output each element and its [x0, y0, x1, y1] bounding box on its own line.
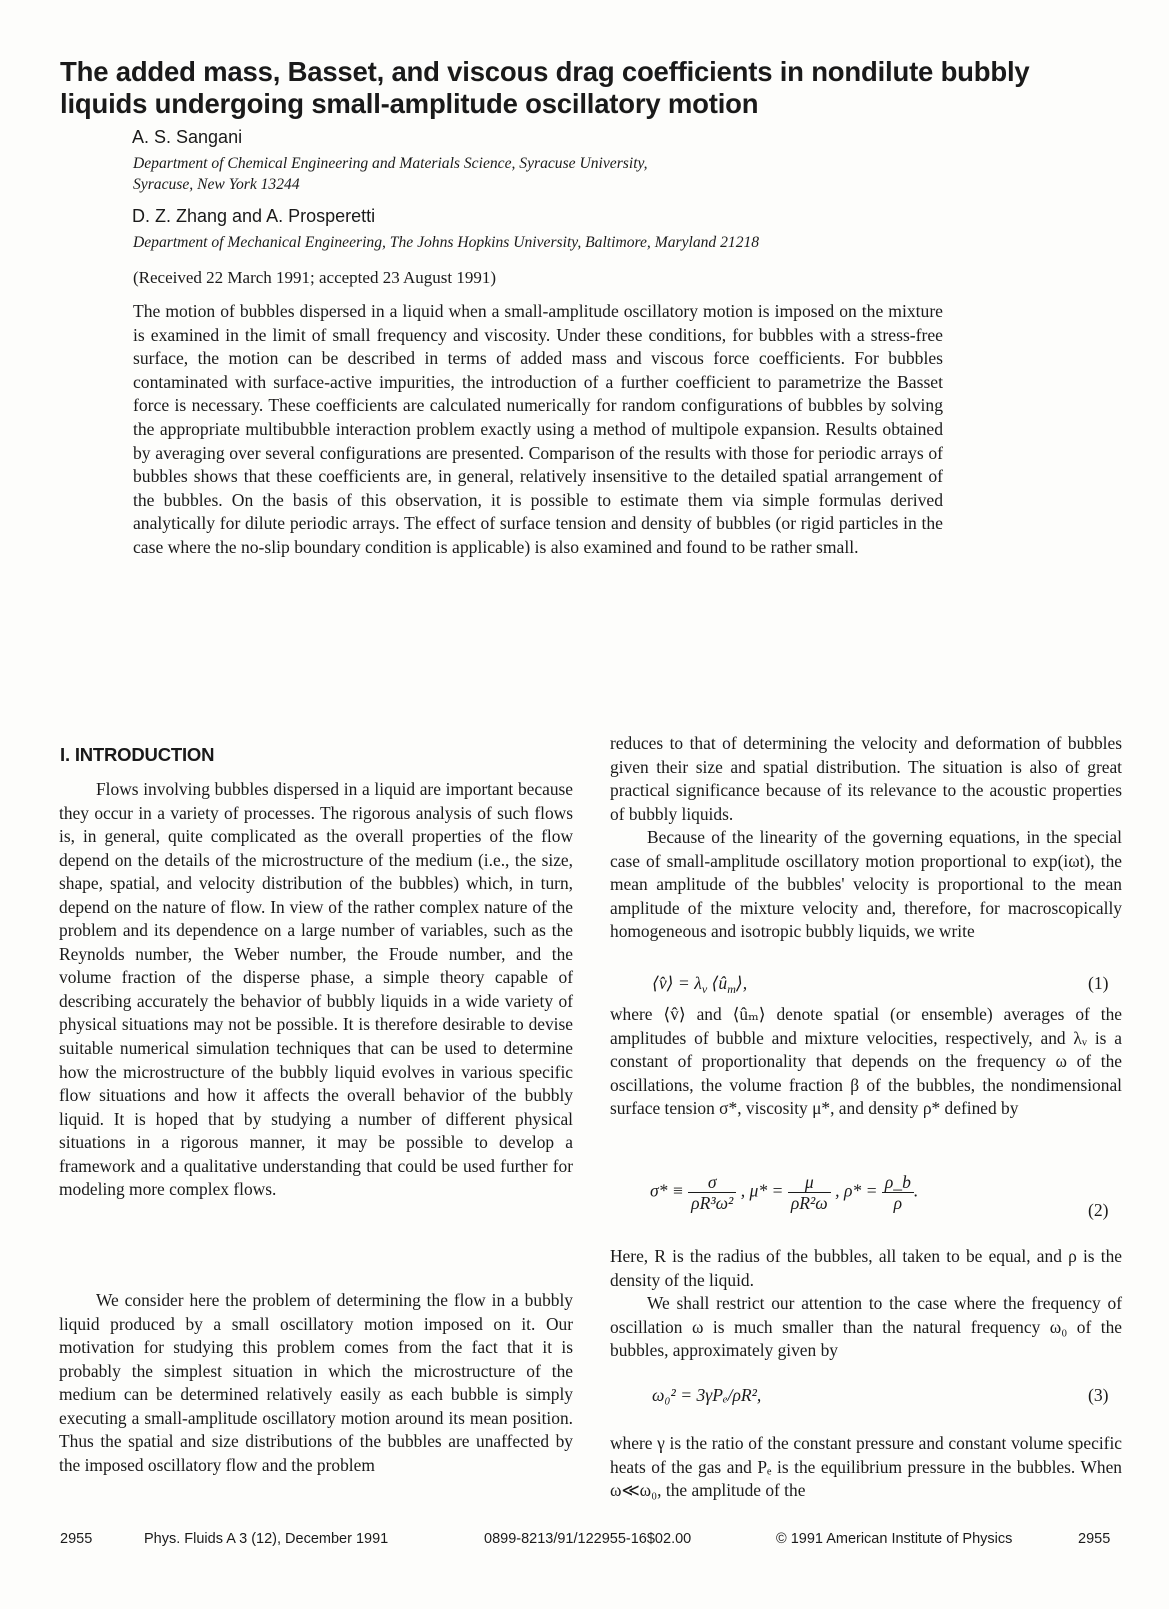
right-paragraph-6: where γ is the ratio of the constant pressure and constant volume specific heats of the gas and Pₑ is the equilibrium pressure in the bubbles. When ω≪ω₀, the amplitude of the	[610, 1433, 1122, 1501]
right-paragraph-1: reduces to that of determining the velocity and deformation of bubbles given their size and spatial distribution. The situation is also of great practical significance because of its relevance to the acoustic properties of bubbly liquids.	[610, 733, 1122, 824]
affiliation-1-line-2: Syracuse, New York 13244	[133, 176, 300, 193]
affiliation-2: Department of Mechanical Engineering, The Johns Hopkins University, Baltimore, Maryland 21218	[133, 234, 760, 251]
affiliation-1	[133, 153, 913, 195]
footer-copyright: © 1991 American Institute of Physics	[776, 1531, 1013, 1547]
equation-2-sigma-fraction: $\frac{\sigma}{\text{ρR³ω²}}$	[688, 1172, 736, 1213]
intro-paragraph-2: We consider here the problem of determining the flow in a bubbly liquid produced by a small oscillatory motion imposed on it. Our motivation for studying this problem comes from the fact that it is probably the simplest situation in which the microstructure of the medium can be determined relatively easily as each bubble is simply executing a small-amplitude oscillatory motion around its mean position. Thus the spatial and size distributions of the bubbles are unaffected by the imposed oscillatory flow and the problem	[59, 1290, 573, 1475]
intro-paragraph-1: Flows involving bubbles dispersed in a liquid are important because they occur in a variety of processes. The rigorous analysis of such flows is, in general, quite complicated as the overall properties of the flow depend on the details of the microstructure of the medium (i.e., the size, shape, spatial, and velocity distribution of the bubbles) which, in turn, depend on the nature of flow. In view of the rather complex nature of the problem and its dependence on a large number of variables, such as the Reynolds number, the Weber number, the Froude number, and the volume fraction of the disperse phase, a simple theory capable of describing accurately the behavior of bubbly liquids in a wide variety of physical situations may not be possible. It is therefore desirable to devise suitable numerical simulation techniques that can be used to determine how the microstructure of the bubbly liquid evolves in various specific flow situations and how it affects the overall behavior of the bubbly liquid. It is hoped that by studying a number of different physical situations in a rigorous manner, it may be possible to develop a framework and a qualitative understanding that could be used further for modeling more complex flows.	[59, 779, 573, 1200]
right-paragraph-4: Here, R is the radius of the bubbles, all taken to be equal, and ρ is the density of the liquid.	[610, 1246, 1122, 1290]
equation-1-number: (1)	[1088, 973, 1109, 993]
right-paragraph-2: Because of the linearity of the governing equations, in the special case of small-amplitude oscillatory motion proportional to exp(iωt), the mean amplitude of the bubbles' velocity is proportional to the mean amplitude of the mixture velocity and, therefore, for macroscopically homogeneous and isotropic bubbly liquids, we write	[610, 827, 1122, 942]
footer-article-code: 0899-8213/91/122955-16$02.00	[484, 1531, 692, 1547]
author-2: D. Z. Zhang and A. Prosperetti	[132, 206, 376, 226]
equation-2: σ* ≡ $\frac{\sigma}{\text{ρR³ω²}}$ , μ* = $\frac{\mu}{\text{ρR²ω}}$ , ρ* = $\frac{\rho\_b}{\rho}$ .	[650, 1172, 919, 1213]
footer-journal: Phys. Fluids A 3 (12), December 1991	[144, 1531, 389, 1547]
equation-2-number: (2)	[1088, 1200, 1109, 1220]
equation-3: ω₀² = 3γPₑ/ρR²,	[652, 1385, 762, 1405]
right-paragraph-3: where ⟨v̂⟩ and ⟨ûₘ⟩ denote spatial (or ensemble) averages of the amplitudes of bubble and mixture velocities, respectively, and λᵥ is a constant of proportionality that depends on the frequency ω of the oscillations, the volume fraction β of the bubbles, the nondimensional surface tension σ*, viscosity μ*, and density ρ* defined by	[610, 1004, 1122, 1119]
right-paragraph-5: We shall restrict our attention to the case where the frequency of oscillation ω is much smaller than the natural frequency ω₀ of the bubbles, approximately given by	[610, 1293, 1122, 1361]
received-dates: (Received 22 March 1991; accepted 23 August 1991)	[133, 268, 497, 287]
paper-title-line-1: The added mass, Basset, and viscous drag coefficients in nondilute bubbly	[60, 56, 1030, 87]
footer-page-number-right: 2955	[1078, 1531, 1111, 1547]
equation-1: ⟨v̂⟩ = $\lambda_v$ $⟨û_m⟩$,	[652, 973, 748, 996]
footer-page-number-left: 2955	[60, 1531, 93, 1547]
author-1: A. S. Sangani	[132, 127, 243, 147]
abstract: The motion of bubbles dispersed in a liquid when a small-amplitude oscillatory motion is imposed on the mixture is examined in the limit of small frequency and viscosity. Under these conditions, for bubbles with a stress-free surface, the motion can be described in terms of added mass and viscous force coefficients. For bubbles contaminated with surface-active impurities, the introduction of a further coefficient to parametrize the Basset force is necessary. These coefficients are calculated numerically for random configurations of bubbles by solving the appropriate multibubble interaction problem exactly using a method of multipole expansion. Results obtained by averaging over several configurations are presented. Comparison of the results with those for periodic arrays of bubbles shows that these coefficients are, in general, relatively insensitive to the detailed spatial arrangement of the bubbles. On the basis of this observation, it is possible to estimate them via simple formulas derived analytically for dilute periodic arrays. The effect of surface tension and density of bubbles (or rigid particles in the case where the no-slip boundary condition is applicable) is also examined and found to be rather small.	[133, 301, 943, 557]
paper-title-line-2: liquids undergoing small-amplitude oscillatory motion	[60, 88, 759, 119]
equation-2-rho-fraction: $\frac{\rho\_b}{\rho}$	[882, 1172, 914, 1213]
section-heading: I. INTRODUCTION	[60, 744, 215, 765]
equation-3-number: (3)	[1088, 1385, 1109, 1405]
equation-2-mu-fraction: $\frac{\mu}{\text{ρR²ω}}$	[788, 1172, 831, 1213]
affiliation-1-line-1: Department of Chemical Engineering and Materials Science, Syracuse University,	[133, 155, 648, 172]
